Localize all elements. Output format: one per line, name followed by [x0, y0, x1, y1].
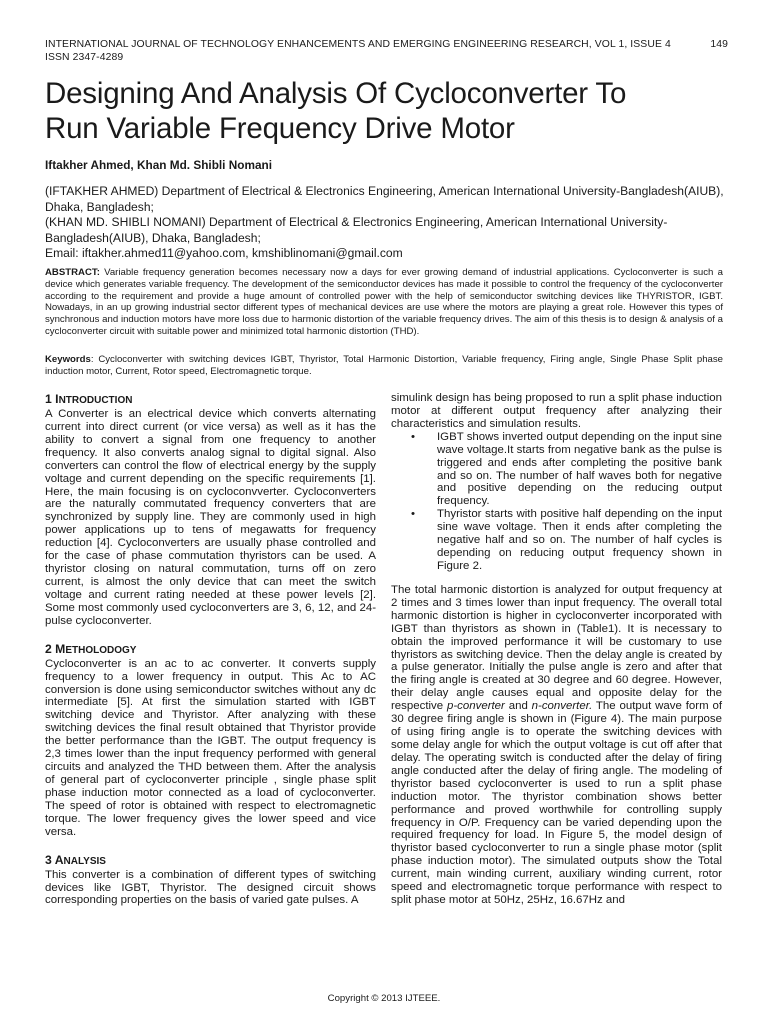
section-initial: M [55, 641, 66, 656]
section-title-rest: NALYSIS [63, 855, 106, 867]
journal-header [45, 38, 728, 64]
left-column [45, 392, 376, 907]
abstract-label: ABSTRACT: [45, 267, 100, 278]
section-number: 1 [45, 392, 56, 406]
keywords [45, 354, 723, 378]
copyright-footer: Copyright © 2013 IJTEEE. [327, 993, 441, 1004]
bullet-icon: • [411, 430, 416, 443]
affiliation-1: (IFTAKHER AHMED) Department of Electrical & Electronics Engineering, American International University-Bangladesh(AIUB), Dhaka, Bangladesh; [45, 184, 724, 214]
list-item-text: IGBT shows inverted output depending on the input sine wave voltage.It starts from negative bank as the pulse is triggered and ends after completing the positive bank and so on. The number of half waves both for negative and positive depending on the reducing output frequency. [437, 430, 722, 508]
paper-title [45, 76, 735, 146]
analysis-paragraph: This converter is a combination of different types of switching devices like IGBT, Thyristor. The designed circuit shows corresponding properties on the basis of varied gate pulses. A [45, 868, 376, 907]
section-heading-analysis [45, 853, 376, 869]
right-column [391, 392, 722, 907]
italic-term: p-converter [447, 700, 505, 713]
methodology-paragraph: Cycloconverter is an ac to ac converter. It converts supply frequency to a lower frequency in output. This Ac to AC conversion is done using semiconductor switches without any dc intermediate [5]. At first the simulation started with IGBT switching device and Thyristor. After analyzing with these switching devices the final result obtained that Thyristor provide the better performance than the IGBT. The output frequency is 2,3 times lower than the input frequency performed with general circuits and analyzed the THD between them. After the analysis of general part of cycloconverter principle , single phase split phase induction motor connected as a load of cycloconverter. The speed of rotor is obtained with respect to electromagnetic torque. The lower frequency gives the lower speed and vice versa. [45, 657, 376, 838]
journal-name: INTERNATIONAL JOURNAL OF TECHNOLOGY ENHANCEMENTS AND EMERGING ENGINEERING RESEARCH, VOL 1, ISSUE 4 [45, 39, 671, 50]
affiliation-2: (KHAN MD. SHIBLI NOMANI) Department of Electrical & Electronics Engineering, American International University-Bangladesh(AIUB), Dhaka, Bangladesh; [45, 215, 668, 245]
text-run: The output wave form of 30 degree firing angle is shown in (Figure 4). The main purpose of using firing angle is to operate the switching devices with some delay angle for which the output voltage is cut off after that delay. The operating switch is conducted after the delay of firing angle conducted after the delay of firing angle. The modeling of thyristor based cycloconverter is used to run a split phase induction motor. The thyristor combination shows better performance and proved worthwhile for controlling supply frequency in O/P. Frequency can be varied depending upon the required frequency for load. In Figure 5, the model design of thyristor based cycloconverter to run a single phase motor (split phase induction motor). The simulated outputs show the Total current, main winding current, auxiliary winding current, rotor speed and electromagnetic torque performance with respect to split phase motor at 50Hz, 25Hz, 16.67Hz and [391, 700, 722, 907]
title-line-1: Designing And Analysis Of Cycloconverter To [45, 77, 627, 110]
text-run: The total harmonic distortion is analyzed for output frequency at 2 times and 3 times lower than input frequency. The overall total harmonic distortion is higher in cycloconverter incorporated with IGBT than thyristors as shown in (Table1). It is necessary to obtain the improved performance it will be customary to use thyristors as switching device. Then the delay angle is created by a pulse generator. Initially the pulse angle is zero and after that the firing angle is created at 30 degree and 60 degree. However, their delay angle causes equal and opposite delay for the respective [391, 583, 722, 713]
list-item-text: Thyristor starts with positive half depending on the input sine wave voltage. Then it ends after completing the negative half and so on. The number of half cycles is depending on reducing output frequency shown in Figure 2. [437, 508, 722, 572]
section-title-rest: ETHOLODOGY [65, 644, 137, 656]
list-item [391, 431, 722, 509]
email-line: Email: iftakher.ahmed11@yahoo.com, kmshiblinomani@gmail.com [45, 246, 403, 260]
section-heading-introduction [45, 392, 376, 408]
keywords-label: Keywords [45, 354, 91, 365]
abstract [45, 267, 723, 338]
section-initial: A [54, 852, 64, 867]
affiliations [45, 184, 730, 262]
section-heading-methodology [45, 642, 376, 658]
title-line-2: Run Variable Frequency Drive Motor [45, 112, 515, 145]
bullet-icon: • [411, 508, 416, 521]
list-item [391, 508, 722, 573]
keywords-text: : Cycloconverter with switching devices IGBT, Thyristor, Total Harmonic Distortion, Variable frequency, Firing angle, Single Phase Split phase induction motor, Current, Rotor speed, Electromagnetic torque. [45, 354, 723, 377]
section-number: 2 [45, 641, 56, 656]
section-number: 3 [45, 852, 55, 867]
introduction-paragraph: A Converter is an electrical device which converts alternating current into direct current (or vice versa) as well as it has the ability to convert a signal from one frequency to another frequency. It also converts analog signal to digital signal. Also converters can control the flow of electrical energy by the supply voltage and current depending on the specific requirements [1]. Here, the main focusing is on cycloconvverter. Cycloconverters are the naturally commutated frequency converters that are synchronized by supply line. They are commonly used in high power applications up to tens of megawatts for frequency reduction [4]. Cycloconverters are usually phase controlled and for the case of phase commutation thyristors can be used. A thyristor closing on natural commutation, turns off on zero current, is almost the only device that can meet the switch voltage and current rating needed at these power levels [2]. Some most commonly used cycloconverters are 3, 6, 12, and 24- pulse cycloconverter. [45, 408, 376, 627]
page-number: 149 [710, 39, 728, 50]
bullet-list [391, 431, 722, 573]
authors: Iftakher Ahmed, Khan Md. Shibli Nomani [45, 158, 272, 172]
issn: ISSN 2347-4289 [45, 52, 124, 63]
section-title-rest: NTRODUCTION [58, 395, 133, 406]
abstract-text: Variable frequency generation becomes necessary now a days for ever growing demand of industrial applications. Cycloconverter is such a device which generates variable frequency. The development of the semiconductor devices has made it possible to control the frequency of the cycloconverter according to the requirement and provide a huge amount of controlled power with the help of semiconductor switching devices like THYRISTOR, IGBT. Nowadays, in an up growing industrial sector different types of mechanical devices are use where the motors are playing a great role. However this types of synchronous and induction motors have more loss due to harmonic distortion of the variable frequency drives. The aim of this thesis is to design & analysis of a cycloconverter circuit with suitable power and minimized total harmonic distortion (THD). [45, 267, 723, 337]
thd-paragraph [391, 584, 722, 907]
italic-term: n-converter. [531, 700, 593, 713]
simulink-paragraph: simulink design has being proposed to run a split phase induction motor at different output frequency after analyzing their characteristics and simulation results. [391, 392, 722, 430]
text-run: and [504, 700, 532, 713]
section-initial: I [55, 392, 59, 406]
